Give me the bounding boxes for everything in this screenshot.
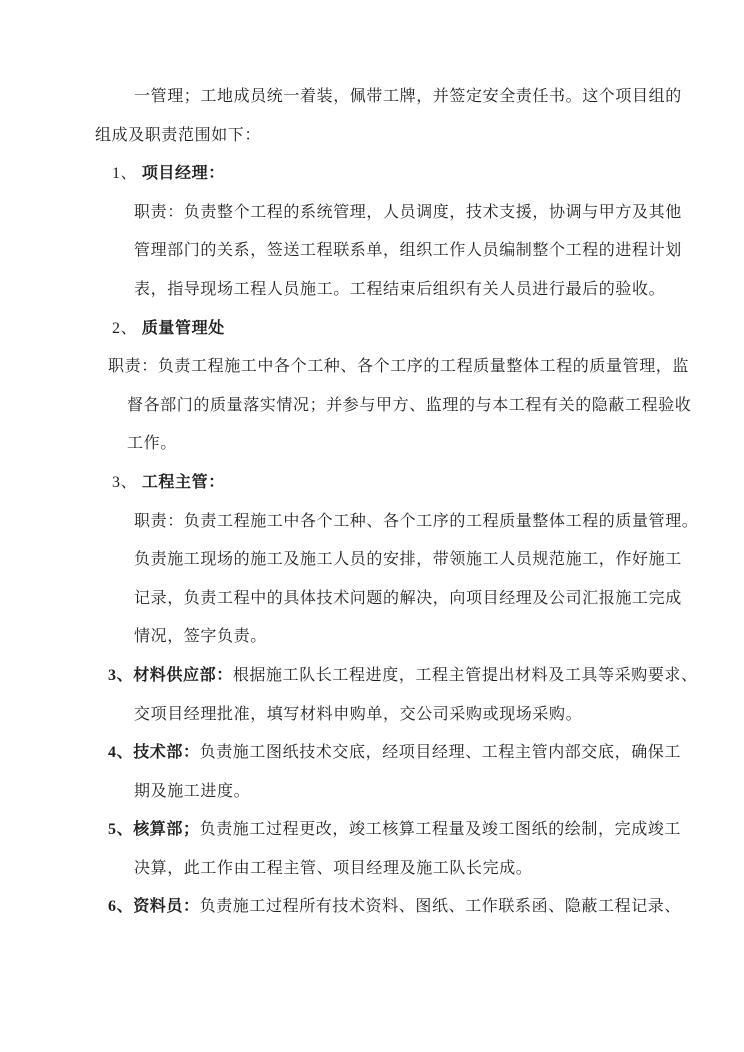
line-text: 3、 (112, 473, 142, 491)
line-text: 根据施工队长工程进度，工程主管提出材料及工具等采购要求、 (232, 666, 698, 684)
line-label-bold: 5、核算部； (108, 821, 200, 839)
text-line (127, 387, 744, 426)
line-text: 表，指导现场工程人员施工。工程结束后组织有关人员进行最后的验收。 (134, 280, 666, 298)
text-line (108, 811, 744, 850)
text-line (108, 348, 744, 387)
text-line (134, 271, 744, 310)
line-text: 决算，此工作由工程主管、项目经理及施工队长完成。 (134, 859, 533, 877)
line-label-bold: 项目经理： (141, 165, 225, 183)
text-line (112, 310, 744, 349)
line-label-bold: 4、技术部： (108, 744, 200, 762)
line-label-bold: 工程主管： (141, 473, 225, 491)
line-label-bold: 6、资料员： (108, 898, 200, 916)
text-line (134, 78, 744, 117)
text-line (134, 618, 744, 657)
line-text: 情况，签字负责。 (134, 628, 267, 646)
line-text: 一管理；工地成员统一着装，佩带工牌，并签定安全责任书。这个项目组的 (134, 88, 682, 105)
line-text: 记录，负责工程中的具体技术问题的解决，向项目经理及公司汇报施工完成 (134, 589, 682, 607)
text-line (108, 888, 744, 927)
line-label-bold: 质量管理处 (141, 319, 225, 337)
text-line (108, 657, 744, 696)
text-line (112, 464, 744, 503)
text-line (134, 850, 744, 889)
line-text: 负责施工现场的施工及施工人员的安排，带领施工人员规范施工，作好施工 (134, 551, 682, 569)
line-text: 工作。 (127, 435, 177, 453)
line-text: 期及施工进度。 (134, 782, 251, 800)
line-text: 2、 (112, 319, 142, 337)
text-line (134, 696, 744, 735)
line-label-bold: 3、材料供应部： (108, 666, 233, 684)
line-text: 职责：负责工程施工中各个工种、各个工序的工程质量整体工程的质量管理，监 (108, 358, 690, 376)
line-text: 督各部门的质量落实情况；并参与甲方、监理的与本工程有关的隐蔽工程验收 (127, 396, 692, 414)
line-text: 负责施工过程更改，竣工核算工程量及竣工图纸的绘制，完成竣工 (199, 821, 682, 839)
line-text: 负责施工图纸技术交底，经项目经理、工程主管内部交底，确保工 (199, 744, 682, 762)
text-line (134, 580, 744, 619)
text-line (134, 194, 744, 233)
text-line (112, 155, 744, 194)
text-line (95, 117, 744, 156)
text-line (134, 541, 744, 580)
line-text: 1、 (112, 165, 142, 183)
line-text: 职责：负责整个工程的系统管理，人员调度，技术支援，协调与甲方及其他 (134, 203, 682, 221)
line-text: 管理部门的关系，签送工程联系单，组织工作人员编制整个工程的进程计划 (134, 242, 682, 260)
line-text: 职责：负责工程施工中各个工种、各个工序的工程质量整体工程的质量管理。 (134, 512, 699, 530)
text-line (108, 734, 744, 773)
line-text: 负责施工过程所有技术资料、图纸、工作联系函、隐蔽工程记录、 (199, 898, 682, 916)
text-line (127, 425, 744, 464)
text-line (134, 232, 744, 271)
line-text: 组成及职责范围如下： (95, 126, 262, 144)
text-line (134, 773, 744, 812)
line-text: 交项目经理批准，填写材料申购单，交公司采购或现场采购。 (134, 705, 583, 723)
text-line (134, 503, 744, 542)
